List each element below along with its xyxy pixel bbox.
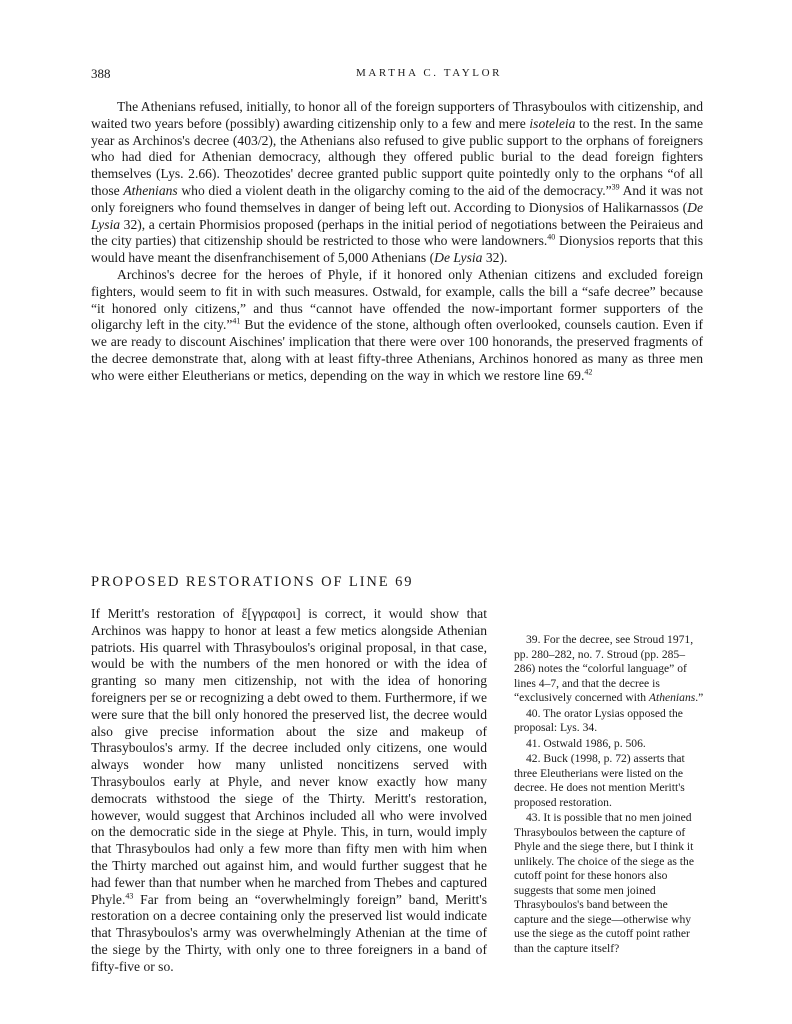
- footnote-ref-42[interactable]: 42: [584, 367, 593, 377]
- emphasis-athenians: Athenians: [123, 182, 178, 198]
- body-text-after-heading: [91, 606, 487, 976]
- footnote-ref-40[interactable]: 40: [547, 232, 556, 242]
- section-heading: PROPOSED RESTORATIONS OF LINE 69: [91, 574, 414, 590]
- footnote-43: 43. It is possible that no men joined Thrasyboulos between the capture of Phyle and the siege there, but I think it unlikely. The choice of the siege as the cutoff point for these honors also suggests that some men joined Thrasyboulos's band between the capture and the siege—otherwise why use the siege as the cutoff point rather than the capture itself?: [514, 811, 694, 955]
- running-head-author: MARTHA C. TAYLOR: [356, 67, 503, 79]
- citation-title: De Lysia: [91, 199, 703, 232]
- footnote-ref-41[interactable]: 41: [232, 316, 241, 326]
- page-number: 388: [91, 66, 111, 81]
- footnote-41: 41. Ostwald 1986, p. 506.: [526, 736, 646, 750]
- citation-title: De Lysia: [434, 250, 483, 266]
- running-header: [91, 66, 703, 86]
- paragraph: The Athenians refused, initially, to honor all of the foreign supporters of Thrasyboulos with citizenship, and waited two years before (possibly) awarding citizenship only to a few and mere isoteleia to the rest. In the same year as Archinos's decree (403/2), the Athenians also refused to give public support to the orphans of foreigners who had died for Athenian democracy, although they offered public burial to the dead foreign fighters themselves (Lys. 2.66). Theozotides' decree granted public support quite pointedly only to the orphans “of all those Athenians who died a violent death in the oligarchy coming to the aid of the democracy.”$^{39}$ And it was not only foreigners who found themselves in danger of being left out. According to Dionysios of Halikarnassos (De Lysia 32), a certain Phormisios proposed (perhaps in the initial period of negotiations between the Peiraieus and the city parties) that citizenship should be restricted to those who were landowners.$^{40}$ Dionysios reports that this would have meant the disenfranchisement of 5,000 Athenians (De Lysia 32).: [91, 99, 703, 266]
- footnote-42: 42. Buck (1998, p. 72) asserts that three Eleutherians were listed on the decree. He does not mention Meritt's proposed restoration.: [514, 752, 685, 809]
- term-isoteleia: isoteleia: [529, 115, 576, 131]
- footnote-39: 39. For the decree, see Stroud 1971, pp. 280–282, no. 7. Stroud (pp. 285–286) notes the “colorful language” of lines 4–7, and that the decree is “exclusively concerned with Athenians.”: [514, 633, 704, 704]
- footnotes: [514, 633, 704, 957]
- footnote-40: 40. The orator Lysias opposed the proposal: Lys. 34.: [514, 706, 683, 734]
- footnote-ref-43[interactable]: 43: [125, 891, 134, 901]
- body-text-before-heading: [91, 99, 703, 385]
- footnote-ref-39[interactable]: 39: [611, 182, 620, 192]
- paragraph: Archinos's decree for the heroes of Phyle, if it honored only Athenian citizens and excluded foreign fighters, would seem to fit in with such measures. Ostwald, for example, calls the bill a “safe decree” because “it honored only citizens,” and thus “cannot have offended the now-important former supporters of the oligarchy left in the city.”$^{41}$ But the evidence of the stone, although often overlooked, counsels caution. Even if we are ready to discount Aischines' implication that there were over 100 honorands, the preserved fragments of the decree demonstrate that, along with at least fifty-three Athenians, Archinos honored as many as three men who were either Eleutherians or metics, depending on the way in which we restore line 69.42: [91, 266, 703, 383]
- paragraph: If Meritt's restoration of ἔ[γγραφοι] is correct, it would show that Archinos was happy to honor at least a few metics alongside Athenian patriots. His quarrel with Thrasyboulos's original proposal, in that case, would be with the numbers of the men honored or with the idea of granting so many men citizenship, not with the idea of honoring foreigners per se or recognizing a debt owed to them. Furthermore, if we were sure that the bill only honored the preserved list, the decree would also give precise information about the size and makeup of Thrasyboulos's army. If the decree included only citizens, one would always wonder how many unlisted noncitizens served with Thrasyboulos early at Phyle, and never know exactly how many democrats withstood the siege of the Thirty. Meritt's restoration, however, would suggest that Archinos included all who were involved on the democratic side in the siege at Phyle. This, in turn, would imply that Thrasyboulos had only a few more than fifty men with him when the Thirty marched out against him, and would further suggest that he had fewer than that number when he marched from Thebes and captured Phyle.$^{43}$ Far from being an “overwhelmingly foreign” band, Meritt's restoration on a decree containing only the preserved list would indicate that Thrasyboulos's army was overwhelmingly Athenian at the time of the siege by the Thirty, with only one to three foreigners in a band of fifty-five or so.: [91, 606, 487, 974]
